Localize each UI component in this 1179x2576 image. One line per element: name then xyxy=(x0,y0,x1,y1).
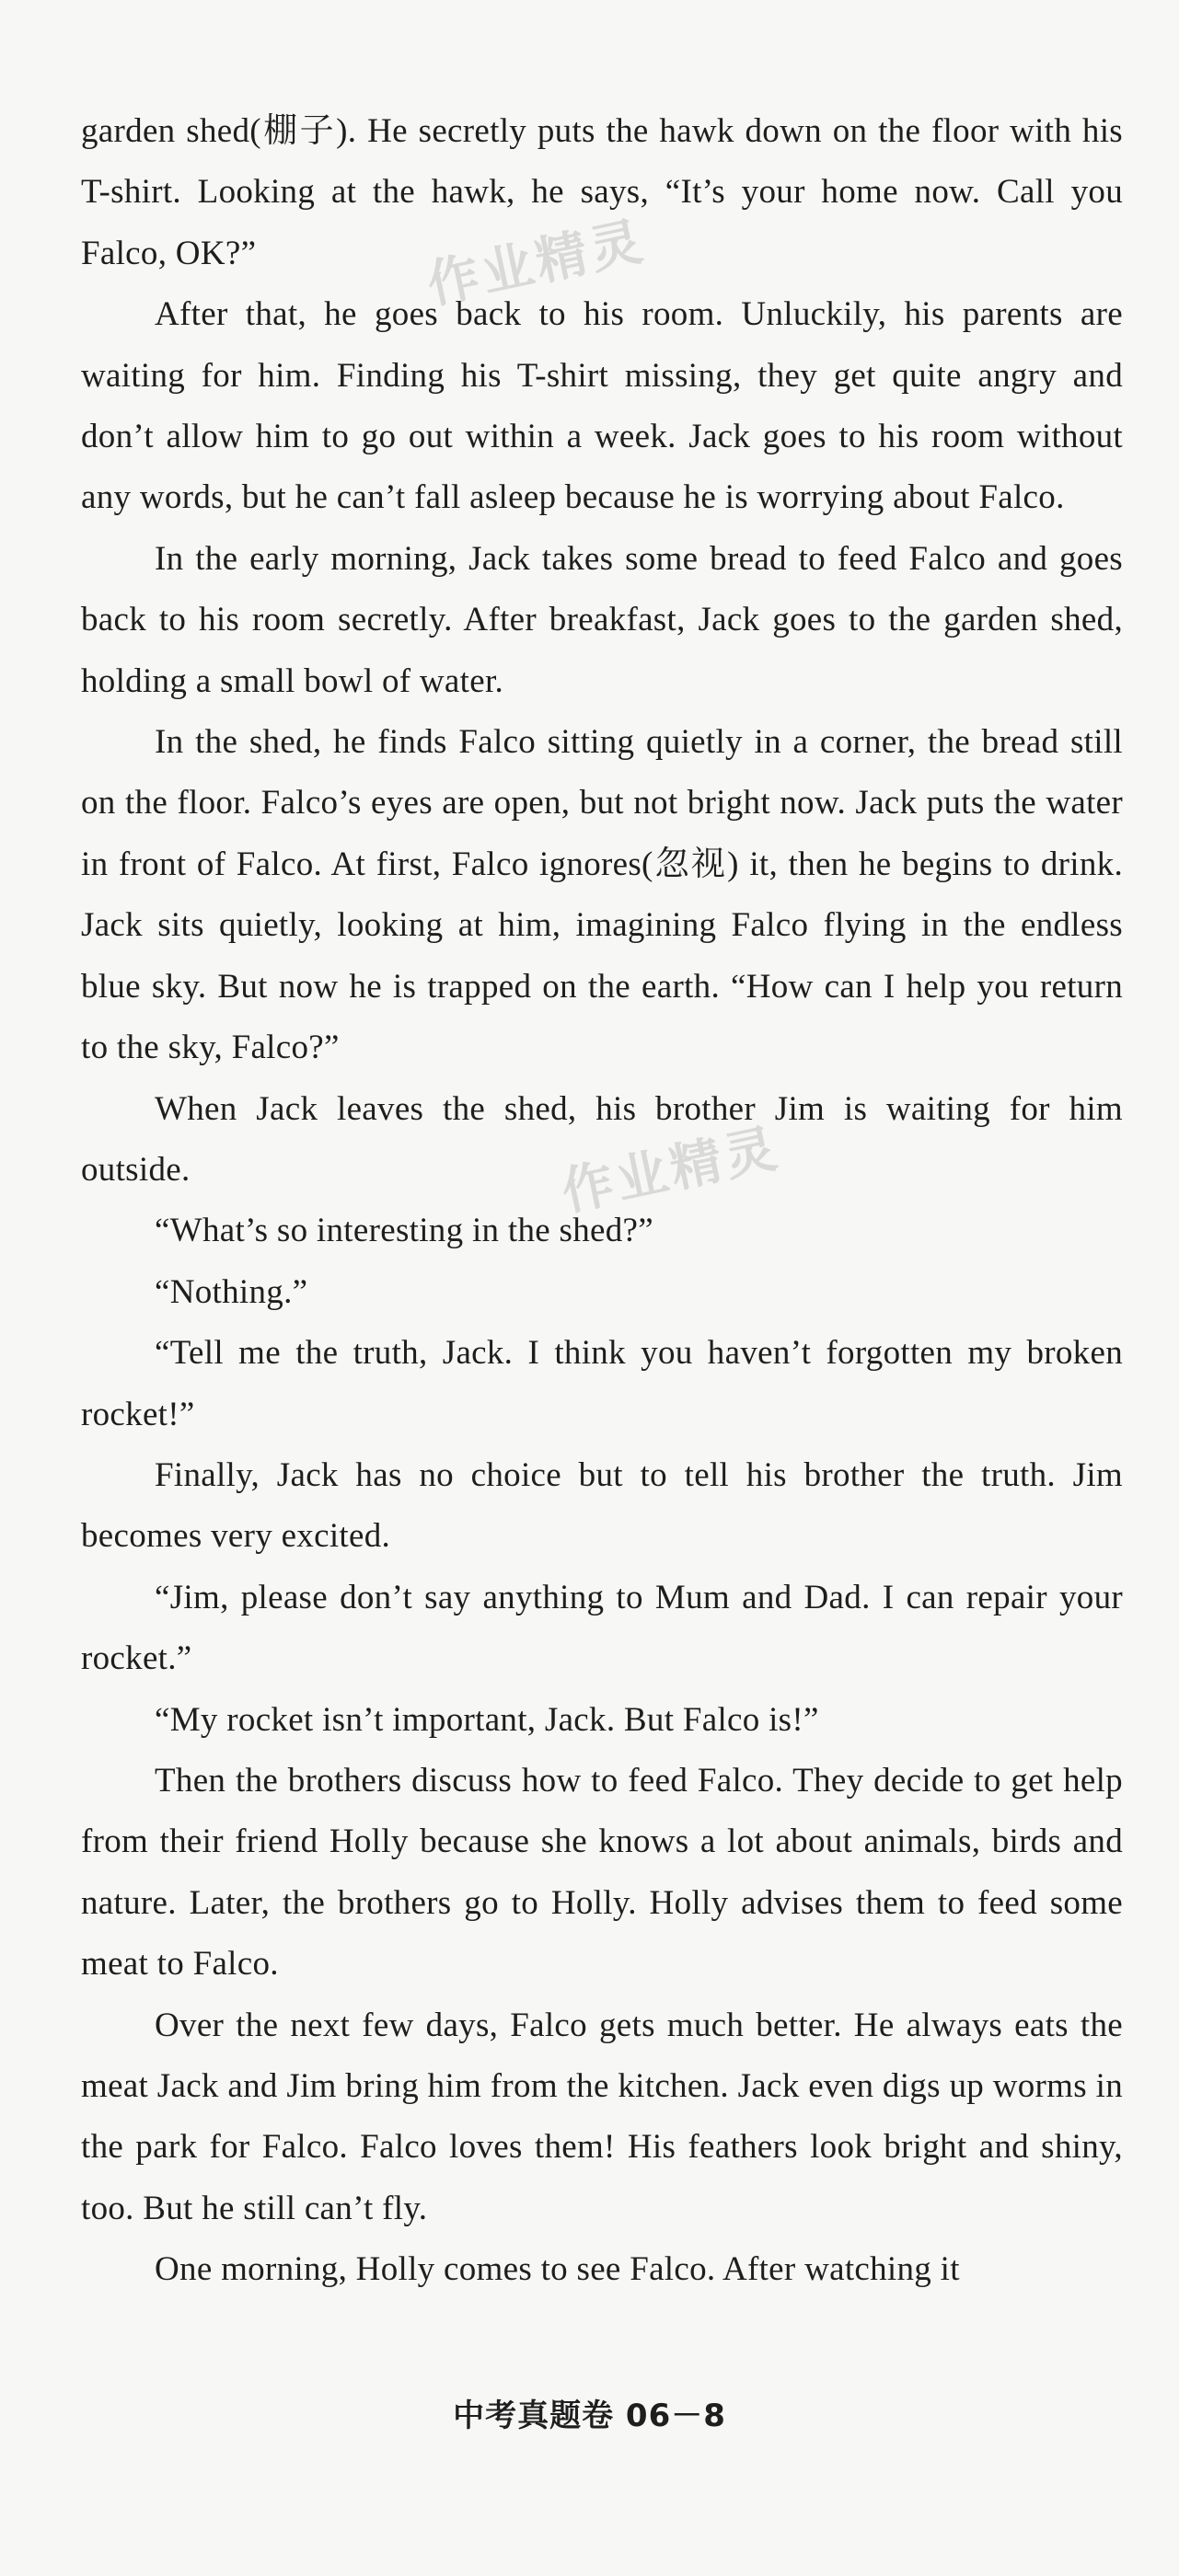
paragraph-8: “Tell me the truth, Jack. I think you haven’t forgotten my broken rocket!” xyxy=(81,1334,1123,1433)
watermark: 作业精灵 xyxy=(556,1118,786,1224)
paragraph-13: Over the next few days, Falco gets much better. He always eats the meat Jack and Jim bring him from the kitchen. Jack even digs up worms in the park for Falco. Falco loves them! His feathers look bright and shiny, too. But he still can’t fly. xyxy=(81,2006,1123,2227)
paragraph-3: In the early morning, Jack takes some bread to feed Falco and goes back to his room secretly. After breakfast, Jack goes to the garden shed, holding a small bowl of water. xyxy=(81,539,1123,700)
paragraph-11: “My rocket isn’t important, Jack. But Falco is!” xyxy=(155,1700,819,1739)
paragraph-10: “Jim, please don’t say anything to Mum and Dad. I can repair your rocket.” xyxy=(81,1578,1123,1678)
paragraph-1: garden shed(棚子). He secretly puts the hawk down on the floor with his T-shirt. Looking at the hawk, he says, “It’s your home now. Call you Falco, OK?” xyxy=(81,112,1123,272)
paragraph-6: “What’s so interesting in the shed?” xyxy=(155,1212,654,1250)
paragraph-2: After that, he goes back to his room. Unluckily, his parents are waiting for him. Finding his T-shirt missing, they get quite angry and don’t allow him to go out within a week. Jack goes to his room without any words, but he can’t fall asleep because he is worrying about Falco. xyxy=(81,295,1123,517)
watermark: 作业精灵 xyxy=(422,211,652,316)
paragraph-4: In the shed, he finds Falco sitting quietly in a corner, the bread still on the floor. Falco’s eyes are open, but not bright now. Jack puts the water in front of Falco. At first, Falco ignores(忽视) it, then he begins to drink. Jack sits quietly, looking at him, imagining Falco flying in the endless blue sky. But now he is trapped on the earth. “How can I help you return to the sky, Falco?” xyxy=(81,723,1123,1067)
paragraph-9: Finally, Jack has no choice but to tell his brother the truth. Jim becomes very excited. xyxy=(81,1455,1123,1556)
paragraph-12: Then the brothers discuss how to feed Falco. They decide to get help from their friend Holly because she knows a lot about animals, birds and nature. Later, the brothers go to Holly. Holly advises them to feed some meat to Falco. xyxy=(81,1761,1123,1984)
paragraph-14: One morning, Holly comes to see Falco. After watching it xyxy=(155,2250,960,2289)
document-page xyxy=(81,101,1123,2301)
page-footer: 中考真题卷 06－8 xyxy=(453,2398,726,2434)
paragraph-5: When Jack leaves the shed, his brother Jim is waiting for him outside. xyxy=(81,1089,1123,1189)
paragraph-7: “Nothing.” xyxy=(155,1272,308,1311)
